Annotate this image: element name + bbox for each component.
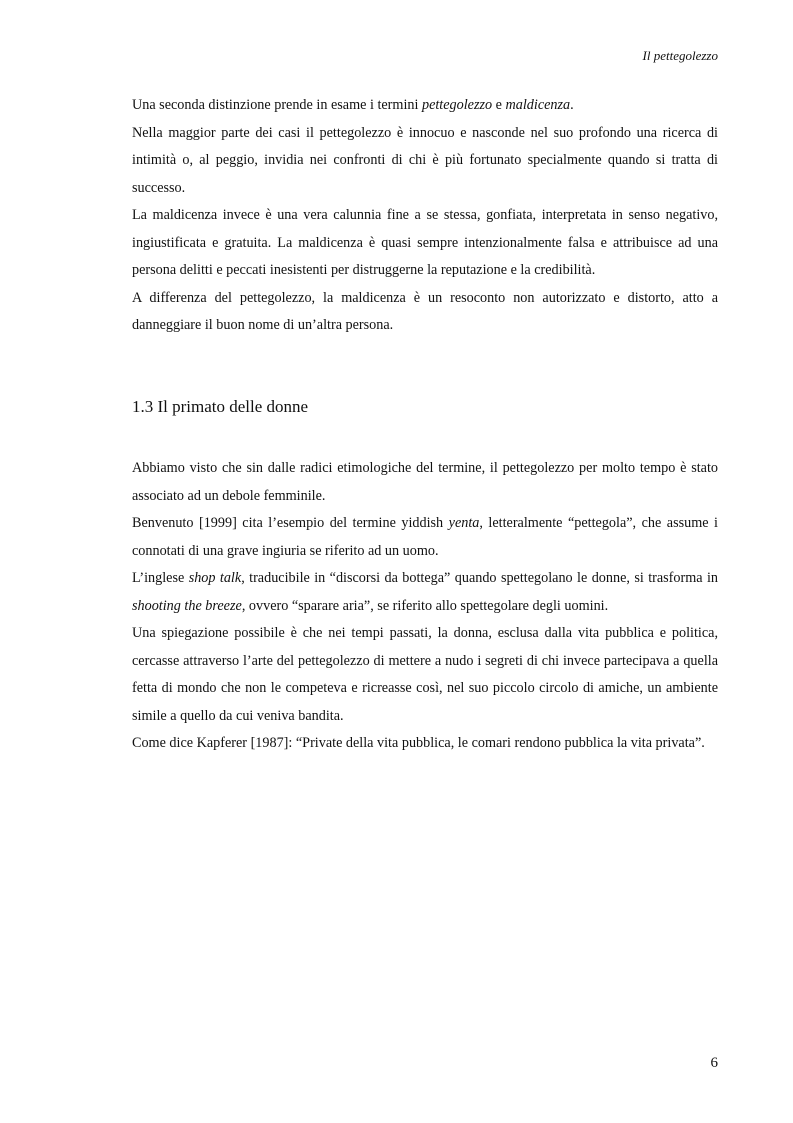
italic-term: shop talk: [188, 570, 242, 586]
paragraph: [132, 120, 718, 203]
text-run: A differenza del pettegolezzo, la maldicenza è un resoconto non autorizzato e distorto, atto a danneggiare il buon nome di un’altra persona.: [132, 289, 718, 333]
text-run: Una spiegazione possibile è che nei tempi passati, la donna, esclusa dalla vita pubblica e politica, cercasse attraverso l’arte del pettegolezzo di mettere a nudo i segreti di chi invece partecipava a quella fetta di mondo che non le competeva e ricreasse così, nel suo piccolo circolo di amiche, un ambiente simile a quello da cui veniva bandita.: [132, 625, 718, 724]
page-number: 6: [710, 1055, 718, 1071]
paragraph: [132, 202, 718, 285]
text-run: , traducibile in “discorsi da bottega” quando spettegolano le donne, si trasforma in: [241, 570, 719, 586]
intro-text-block: [132, 92, 718, 340]
paragraph: [132, 92, 718, 120]
text-run: , ovvero “sparare aria”, se riferito allo spettegolare degli uomini.: [241, 597, 609, 614]
running-header: Il pettegolezzo: [642, 48, 718, 63]
text-run: Una seconda distinzione prende in esame i termini: [132, 97, 422, 113]
section-text-block: [132, 455, 718, 758]
italic-term: maldicenza: [505, 97, 571, 113]
paragraph: [132, 510, 718, 565]
text-run: Benvenuto [1999] cita l’esempio del termine yiddish: [132, 515, 449, 531]
italic-term: pettegolezzo: [421, 97, 493, 113]
text-run: Nella maggior parte dei casi il pettegolezzo è innocuo e nasconde nel suo profondo una ricerca di intimità o, al peggio, invidia nei confronti di chi è più fortunato specialmente quando si tratta di successo.: [132, 124, 718, 196]
section-heading: 1.3 Il primato delle donne: [132, 397, 309, 416]
paragraph: [132, 620, 718, 730]
paragraph: [132, 285, 718, 340]
italic-term: shooting the breeze: [132, 597, 242, 614]
text-run: Come dice Kapferer [1987]: “Private della vita pubblica, le comari rendono pubblica la vita privata”.: [132, 735, 705, 751]
text-run: La maldicenza invece è una vera calunnia fine a se stessa, gonfiata, interpretata in senso negativo, ingiustificata e gratuita. La maldicenza è quasi sempre intenzionalmente falsa e attribuisce ad una persona delitti e peccati inesistenti per distruggerne la reputazione e la credibilità.: [132, 207, 718, 278]
text-run: Abbiamo visto che sin dalle radici etimologiche del termine, il pettegolezzo per molto tempo è stato associato ad un debole femminile.: [132, 460, 718, 504]
text-run: e: [492, 97, 506, 113]
paragraph: [132, 455, 718, 510]
text-run: , letteralmente “pettegola”, che assume i connotati di una grave ingiuria se riferito ad un uomo.: [132, 515, 718, 559]
paragraph: [132, 730, 718, 758]
text-run: .: [570, 97, 574, 113]
text-run: L’inglese: [132, 570, 189, 586]
italic-term: yenta: [448, 515, 480, 531]
paragraph: [132, 565, 718, 620]
